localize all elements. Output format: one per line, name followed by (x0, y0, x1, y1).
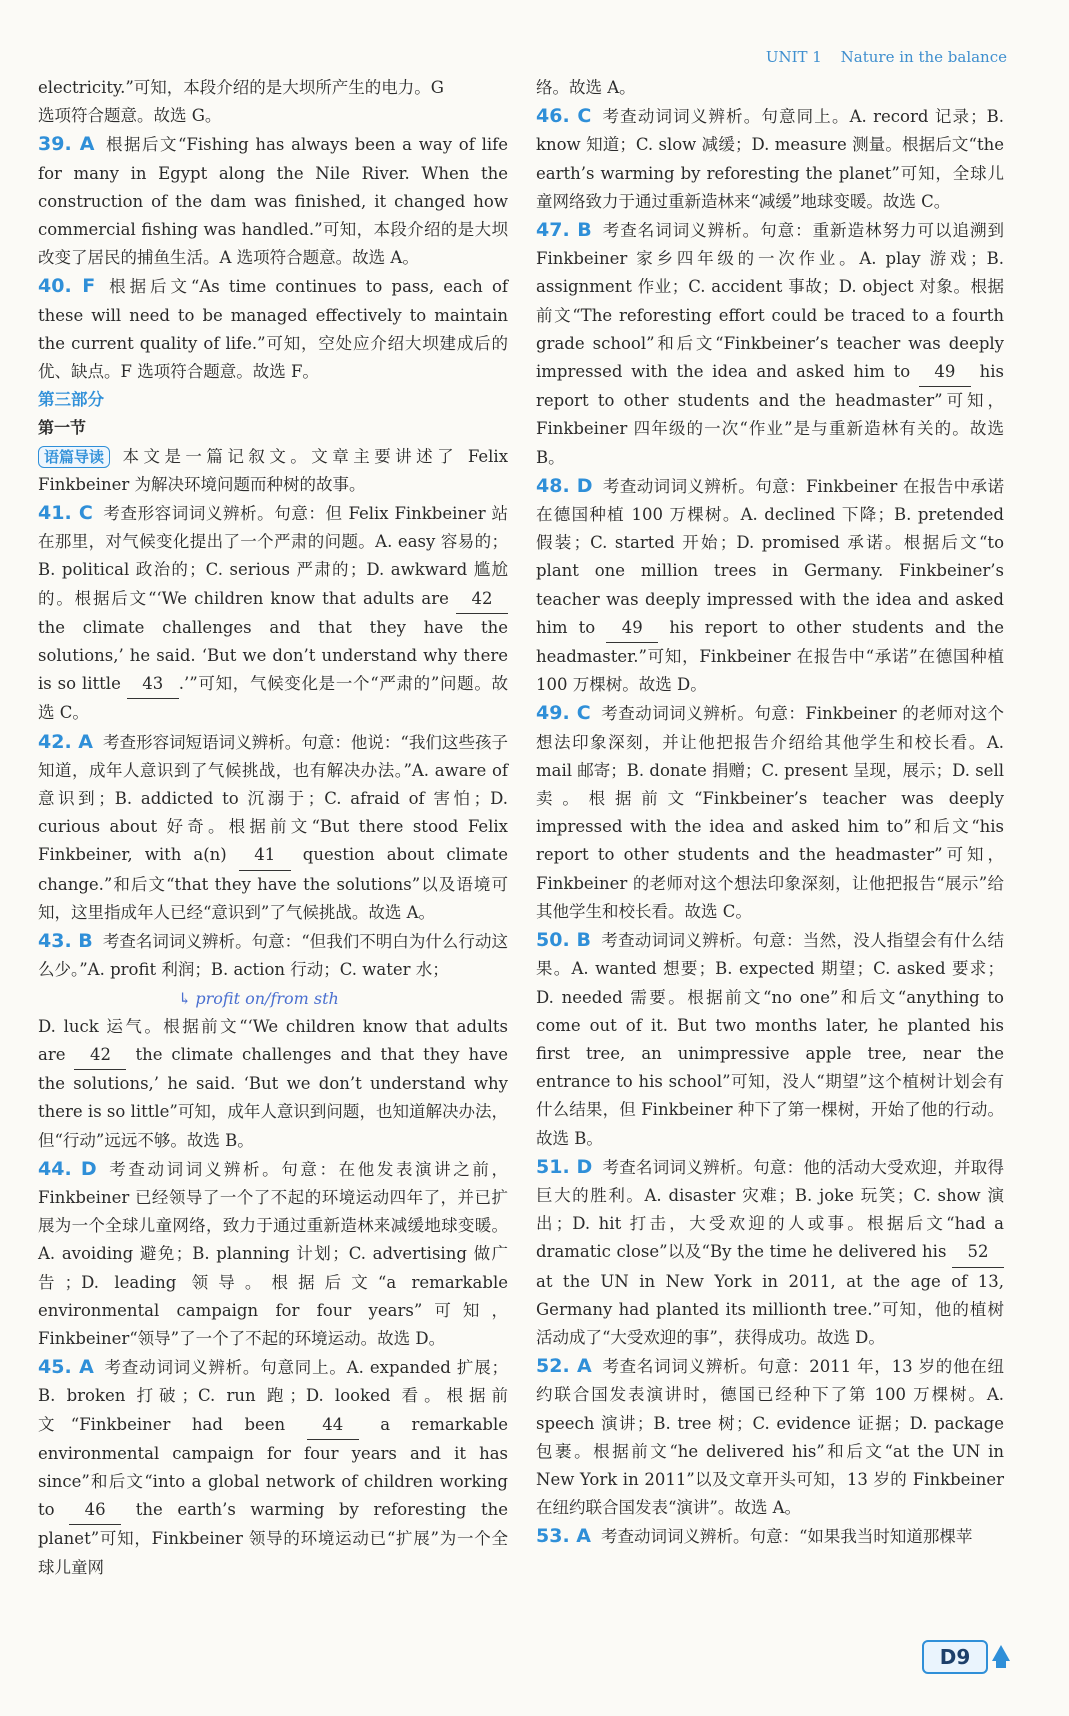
blank-42: 42 (74, 1041, 126, 1070)
question-number: 50. B (536, 929, 592, 952)
answer-text: his report to other students and the headmaster.”可知，Finkbeiner 在报告中“承诺”在德国种植 100 万棵树。故选 D。 (536, 617, 1005, 695)
up-arrow-stem (996, 1660, 1006, 1668)
subsection-title: 第一节 (38, 418, 87, 438)
answer-text: 考查名词词义辨析。句意：重新造林努力可以追溯到 Finkbeiner 家乡四年级的一次作业。A. play 游戏；B. assignment 作业；C. accident 事故；D. object 对象。根据前文“The reforesting effort could be traced to a fourth grade school”和后文“Finkbeiner’s teacher was deeply impressed with the idea and asked him to (536, 221, 1004, 382)
answer-text: 考查名词词义辨析。句意：2011 年，13 岁的他在纽约联合国发表演讲时，德国已经种下了第 100 万棵树。A. speech 演讲；B. tree 树；C. evidence 证据；D. package 包裹。根据前文“he delivered his”和后文“at the UN in New York in 2011”以及文章开头可知，13 岁的 Finkbeiner 在纽约联合国发表“演讲”。故选 A。 (536, 1357, 1004, 1518)
handwritten-note (38, 985, 508, 1013)
up-arrow-icon (992, 1645, 1010, 1661)
answer-text: 考查动词词义辨析。句意同上。A. expanded 扩展；B. broken 打破；C. run 跑；D. looked 看。根据前文“Finkbeiner had been (38, 1358, 508, 1434)
question-number: 52. A (536, 1355, 592, 1378)
answer-text: a remarkable environmental campaign for four years and it has since”和后文“into a global network of children working to (38, 1414, 509, 1520)
answer-46 (536, 102, 1004, 216)
answer-39 (38, 130, 508, 272)
answer-text: question about climate change.”和后文“that they have the solutions”以及语境可知，这里指成年人已经“意识到”了气候挑战。故选 A。 (38, 845, 508, 922)
continuation-line: 络。故选 A。 (536, 78, 636, 97)
left-column (38, 74, 508, 1582)
page-header (752, 48, 1007, 66)
answer-52 (536, 1352, 1004, 1522)
answer-text: 考查形容词词义辨析。句意：但 Felix Finkbeiner 站在那里，对气候变化提出了一个严肃的问题。A. easy 容易的；B. political 政治的；C. serious 严肃的；D. awkward 尴尬的。根据后文“‘We children know that adults are (38, 504, 509, 608)
answer-44 (38, 1155, 508, 1353)
answer-text: 根据后文“Fishing has always been a way of life for many in Egypt along the Nile River. When the construction of the dam was finished, it changed how commercial fishing was handled.”可知，本段介绍的是大坝改变了居民的捕鱼生活。A 选项符合题意。故选 A。 (38, 135, 508, 268)
answer-43 (38, 927, 508, 1155)
blank-52: 52 (952, 1238, 1004, 1267)
answer-text: 考查动词词义辨析。句意：当然，没人指望会有什么结果。A. wanted 想要；B. expected 期望；C. asked 要求；D. needed 需要。根据前文“no one”和后文“anything to come out of it. But two months later, he planted his first tree, an unimpressive apple tree, near the entrance to his school”可知，没人“期望”这个植树计划会有什么结果，但 Finkbeiner 种下了第一棵树，开始了他的行动。故选 B。 (536, 931, 1004, 1148)
question-number: 47. B (536, 219, 592, 242)
question-number: 44. D (38, 1157, 97, 1180)
blank-43: 43 (127, 670, 179, 699)
question-number: 42. A (38, 730, 93, 753)
question-number: 45. A (38, 1356, 94, 1379)
answer-text: the climate challenges and that they have the solutions,’ he said. ‘But we don’t understand why there is so little (38, 617, 508, 694)
blank-42: 42 (456, 585, 508, 614)
unit-title: Nature in the balance (840, 48, 1007, 66)
answer-text: his report to other students and the headmaster”可知，Finkbeiner 四年级的一次“作业”是与重新造林有关的。故选 B。 (536, 362, 1004, 467)
answer-text: the climate challenges and that they have the solutions,’ he said. ‘But we don’t understand why there is so little”可知，成年人意识到问题，也知道解决办法，但“行动”远远不够。故选 B。 (38, 1044, 508, 1150)
question-number: 43. B (38, 930, 93, 953)
answer-text: 考查动词词义辨析。句意：Finkbeiner 在报告中承诺在德国种植 100 万棵树。A. declined 下降；B. pretended 假装；C. started 开始；D. promised 承诺。根据后文“to plant one million trees in Germany. Finkbeiner’s teacher was deeply impressed with the idea and asked him to (536, 476, 1004, 637)
blank-46: 46 (69, 1496, 121, 1525)
question-number: 48. D (536, 474, 593, 497)
answer-text: 考查动词词义辨析。句意同上。A. record 记录；B. know 知道；C. slow 减缓；D. measure 测量。根据后文“the earth’s warming by reforesting the planet”可知，全球儿童网络致力于通过重新造林来“减缓”地球变暖。故选 C。 (536, 107, 1004, 211)
right-column (536, 74, 1004, 1552)
continuation-line: 选项符合题意。故选 G。 (38, 106, 222, 126)
question-number: 53. A (536, 1525, 591, 1548)
answer-51 (536, 1153, 1004, 1352)
question-number: 46. C (536, 105, 592, 128)
reading-guide (38, 443, 508, 499)
answer-40 (38, 272, 508, 386)
guide-label: 语篇导读 (38, 446, 110, 468)
answer-text: 考查形容词短语词义辨析。句意：他说：“我们这些孩子知道，成年人意识到了气候挑战，也有解决办法。”A. aware of 意识到；B. addicted to 沉溺于；C. afraid of 害怕；D. curious about 好奇。根据前文“But there stood Felix Finkbeiner, with a(n) (38, 732, 508, 865)
question-number: 51. D (536, 1155, 593, 1178)
handwritten-note-text: profit on/from sth (195, 988, 339, 1008)
question-number: 49. C (536, 702, 591, 725)
answer-text: D. luck 运气。根据前文“‘We children know that adults are (38, 1016, 508, 1064)
guide-text: 本文是一篇记叙文。文章主要讲述了 Felix Finkbeiner 为解决环境问题而种树的故事。 (38, 446, 508, 494)
answer-49 (536, 699, 1004, 926)
blank-49: 49 (919, 358, 971, 387)
answer-text: 考查名词词义辨析。句意：他的活动大受欢迎，并取得巨大的胜利。A. disaster 灾难；B. joke 玩笑；C. show 演出；D. hit 打击，大受欢迎的人或事。根据后文“had a dramatic close”以及“By the time he delivered his (536, 1157, 1005, 1262)
section-title: 第三部分 (38, 390, 104, 410)
answer-text: 考查动词词义辨析。句意：在他发表演讲之前，Finkbeiner 已经领导了一个了不起的环境运动四年了，并已扩展为一个全球儿童网络，致力于通过重新造林来减缓地球变暖。A. avoiding 避免；B. planning 计划；C. advertising 做广告；D. leading 领导。根据后文“a remarkable environmental campaign for four years”可知，Finkbeiner“领导”了一个了不起的环境运动。故选 D。 (38, 1159, 508, 1348)
answer-48 (536, 472, 1004, 700)
unit-label: UNIT 1 (765, 48, 822, 66)
answer-text: at the UN in New York in 2011, at the age of 13, Germany had planted its millionth tree.”可知，他的植树活动成了“大受欢迎的事”，获得成功。故选 D。 (536, 1271, 1004, 1347)
answer-45 (38, 1353, 508, 1582)
answer-53 (536, 1522, 1004, 1551)
page-number: D9 (922, 1640, 988, 1674)
question-number: 41. C (38, 502, 93, 525)
blank-41: 41 (239, 841, 291, 870)
answer-text: the earth’s warming by reforesting the planet”可知，Finkbeiner 领导的环境运动已“扩展”为一个全球儿童网 (38, 1500, 508, 1577)
blank-49: 49 (606, 614, 658, 643)
answer-text: 考查名词词义辨析。句意：“但我们不明白为什么行动这么少。”A. profit 利润；B. action 行动；C. water 水； (38, 932, 508, 980)
question-number: 40. F (38, 275, 96, 298)
hand-arrow-icon: ↳ (178, 988, 192, 1008)
answer-text: 考查动词词义辨析。句意：Finkbeiner 的老师对这个想法印象深刻，并让他把报告介绍给其他学生和校长看。A. mail 邮寄；B. donate 捐赠；C. present 呈现，展示；D. sell 卖。根据前文“Finkbeiner’s teacher was deeply impressed with the idea and asked him to”和后文“his report to other students and the headmaster”可知，Finkbeiner 的老师对这个想法印象深刻，让他把报告“展示”给其他学生和校长看。故选 C。 (536, 704, 1004, 921)
answer-50 (536, 926, 1004, 1153)
answer-41 (38, 499, 508, 728)
answer-42 (38, 728, 508, 927)
answer-47 (536, 216, 1004, 472)
continuation-line: electricity.”可知，本段介绍的是大坝所产生的电力。G (38, 78, 444, 97)
answer-text: .’”可知，气候变化是一个“严肃的”问题。故选 C。 (38, 674, 509, 723)
blank-44: 44 (307, 1411, 359, 1440)
answer-text: 考查动词词义辨析。句意：“如果我当时知道那棵苹 (600, 1527, 973, 1547)
answer-text: 根据后文“As time continues to pass, each of these will need to be managed effectively to maintain the current quality of life.”可知，空处应介绍大坝建成后的优、缺点。F 选项符合题意。故选 F。 (38, 277, 508, 382)
question-number: 39. A (38, 133, 95, 156)
